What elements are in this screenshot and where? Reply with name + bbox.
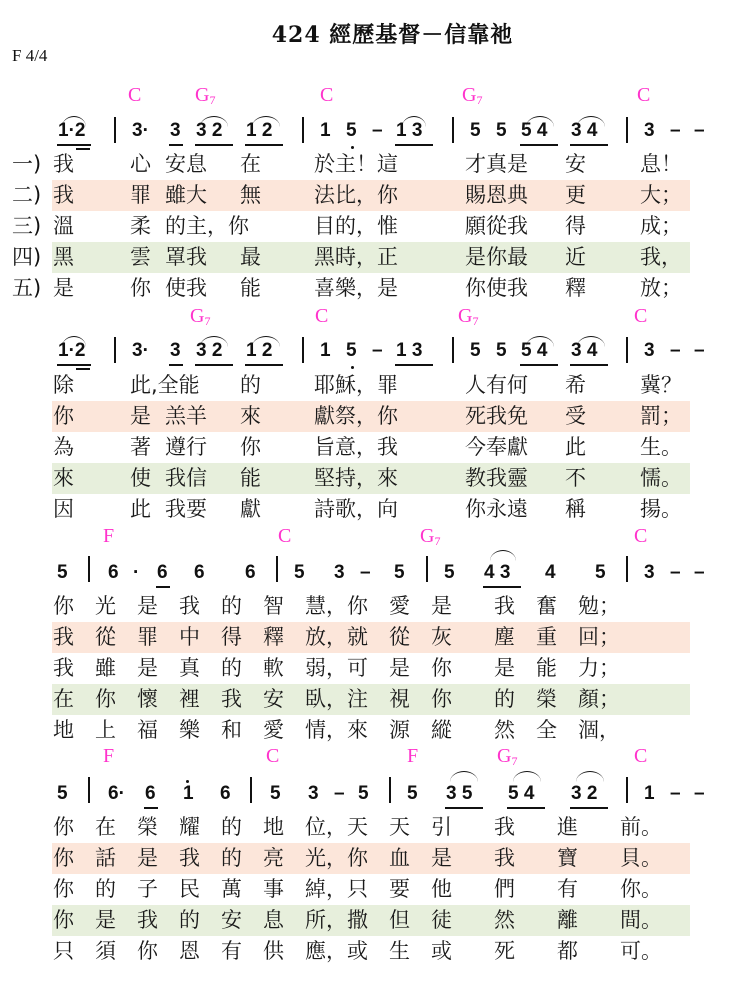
barline [626, 337, 628, 363]
verse-label: 三) [12, 214, 42, 238]
verse-label: 二) [12, 183, 42, 207]
note: – [360, 562, 371, 583]
note: – [694, 562, 705, 583]
lyric-row-verse-3: 你 的 子 民 萬 事 綽，只 要 他 們 有 你。 [53, 877, 662, 901]
note: – [372, 340, 383, 361]
note: 4 3 [484, 562, 511, 583]
chord: F [103, 745, 115, 767]
note: 3 4 [571, 340, 598, 361]
barline [302, 117, 304, 143]
note: – [670, 340, 681, 361]
barline [302, 337, 304, 363]
note: 1·2 [58, 120, 86, 141]
chord: $G_7$ [458, 305, 479, 328]
note: 1 [320, 340, 331, 361]
chord: $G_7$ [462, 84, 483, 107]
note: 3 [644, 340, 655, 361]
note: – [694, 120, 705, 141]
note: 3 [644, 120, 655, 141]
note: 5 [407, 783, 418, 804]
note: 1 [183, 783, 194, 804]
note: 5 [496, 120, 507, 141]
note: 3 [308, 783, 319, 804]
chord: C [634, 525, 648, 547]
barline [626, 117, 628, 143]
note: 5 [57, 562, 68, 583]
note: 1 [320, 120, 331, 141]
note: 1 [644, 783, 655, 804]
note: 5 [358, 783, 369, 804]
note: 5 [595, 562, 606, 583]
chord: F [103, 525, 115, 547]
chord: C [315, 305, 329, 327]
note: 5 [470, 120, 481, 141]
note: 3 [334, 562, 345, 583]
barline [626, 556, 628, 582]
barline [250, 777, 252, 803]
note: · [133, 562, 140, 583]
note: 1 3 [396, 340, 423, 361]
note: – [334, 783, 345, 804]
note: 3 2 [196, 120, 223, 141]
chord: $G_7$ [497, 745, 518, 768]
note: 3· [132, 120, 149, 141]
barline [276, 556, 278, 582]
note: – [670, 120, 681, 141]
note: 6 [194, 562, 205, 583]
chord: $G_7$ [195, 84, 216, 107]
barline [452, 337, 454, 363]
note: 3· [132, 340, 149, 361]
note: 6 [220, 783, 231, 804]
chord: C [320, 84, 334, 106]
note: 4 [545, 562, 556, 583]
note: 3 4 [571, 120, 598, 141]
chord: C [634, 745, 648, 767]
lyric-row-verse-3: 我 雖 是 真 的 軟 弱，可 是 你 是 能 力； [53, 656, 620, 680]
barline [114, 337, 116, 363]
verse-label: 一) [12, 152, 42, 176]
barline [389, 777, 391, 803]
barline [88, 777, 90, 803]
note: 1 2 [246, 340, 273, 361]
note: 3 2 [571, 783, 598, 804]
note: 5 [57, 783, 68, 804]
note: 3 [170, 120, 181, 141]
lyric-row-verse-4: 你 是 我 的 安 息 所，撒 但 徒 然 離 間。 [53, 908, 662, 932]
barline [88, 556, 90, 582]
lyric-row-verse-2: 你 話 是 我 的 亮 光，你 血 是 我 寶 貝。 [53, 846, 662, 870]
chord: C [266, 745, 280, 767]
chord: F [407, 745, 419, 767]
lyric-row-verse-4: 在 你 懷 裡 我 安 臥，注 視 你 的 榮 顏； [53, 687, 620, 711]
note: – [694, 340, 705, 361]
lyric-row-verse-1: 你 光 是 我 的 智 慧，你 愛 是 我 奮 勉； [53, 594, 620, 618]
note: 6· [108, 783, 125, 804]
note: 6 [145, 783, 156, 804]
lyric-row-verse-2: 我 從 罪 中 得 釋 放，就 從 灰 塵 重 回； [53, 625, 620, 649]
note: – [372, 120, 383, 141]
note: 1·2 [58, 340, 86, 361]
note: 5 [294, 562, 305, 583]
note: 5 [394, 562, 405, 583]
barline [452, 117, 454, 143]
note: 5 4 [521, 120, 548, 141]
chord: C [634, 305, 648, 327]
verse-label: 五) [12, 276, 42, 300]
key-time-signature: F 4/4 [12, 46, 48, 65]
lyric-row-verse-5: 地 上 福 樂 和 愛 情，來 源 縱 然 全 涸， [53, 718, 620, 742]
chord: $G_7$ [420, 525, 441, 548]
note: 1 3 [396, 120, 423, 141]
verse-label: 四) [12, 245, 42, 269]
barline [114, 117, 116, 143]
chord: C [637, 84, 651, 106]
note: 3 5 [446, 783, 473, 804]
note: 3 2 [196, 340, 223, 361]
note: 5 [270, 783, 281, 804]
chord: C [278, 525, 292, 547]
note: 6 [245, 562, 256, 583]
note: 5 [496, 340, 507, 361]
note: 3 [170, 340, 181, 361]
note: 3 [644, 562, 655, 583]
note: 6 [157, 562, 168, 583]
barline [626, 777, 628, 803]
barline [426, 556, 428, 582]
hymn-title: 424 經歷基督－信靠祂 [271, 22, 514, 48]
chord: C [128, 84, 142, 106]
note: – [670, 562, 681, 583]
note: 6 [108, 562, 119, 583]
lyric-row-verse-5: 只 須 你 恩 有 供 應，或 生 或 死 都 可。 [53, 939, 662, 963]
note: 5 [444, 562, 455, 583]
note: – [670, 783, 681, 804]
lyric-row-verse-1: 你 在 榮 耀 的 地 位，天 天 引 我 進 前。 [53, 815, 662, 839]
note: 5 4 [508, 783, 535, 804]
note: 5 [346, 120, 357, 141]
note: 5 [346, 340, 357, 361]
note: 5 [470, 340, 481, 361]
note: 5 4 [521, 340, 548, 361]
note: 1 2 [246, 120, 273, 141]
chord: $G_7$ [190, 305, 211, 328]
note: – [694, 783, 705, 804]
